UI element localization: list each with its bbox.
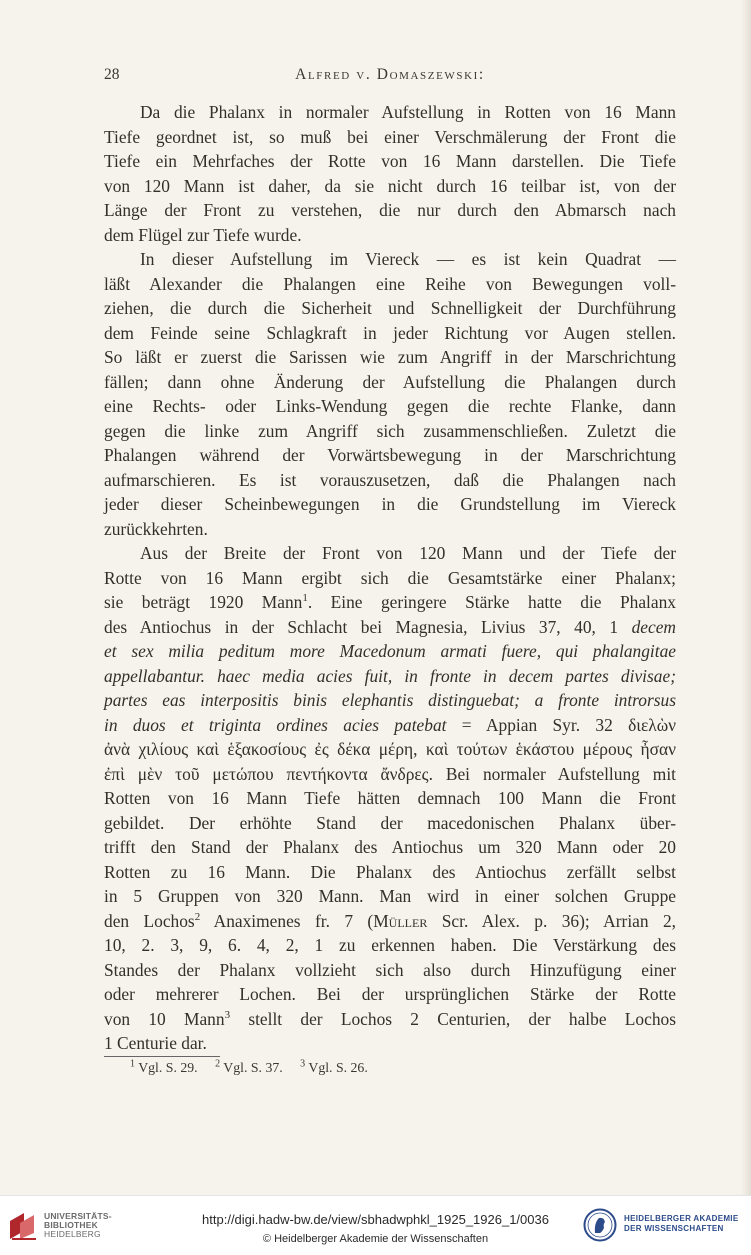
footnote-ref-3: 3 (224, 1008, 231, 1021)
text-run: = Appian Syr. 32 διελὼν (446, 714, 676, 735)
academy-label[interactable] (624, 1214, 738, 1234)
text-line: Rotten zu 16 Mann. Die Phalanx des Antiochus zerfällt selbst (104, 861, 676, 882)
text-line: Rotten von 16 Mann Tiefe hätten demnach 100 Mann die Front (104, 788, 676, 808)
author-name: Müller (373, 910, 428, 931)
page-number: 28 (104, 66, 120, 83)
text-line: von 120 Mann ist daher, da sie nicht durch 16 teilbar ist, von der (104, 175, 676, 196)
text-line: So läßt er zuerst die Sarissen wie zum Angriff in der Marschrichtung (104, 347, 676, 367)
text-line: läßt Alexander die Phalangen eine Reihe von Bewegungen voll- (104, 273, 676, 294)
text-line: aufmarschieren. Es ist vorauszusetzen, daß die Phalangen nach (104, 469, 676, 490)
footnote-text: Vgl. S. 37. (220, 1060, 283, 1075)
latin-quote-line: partes eas interpositis binis elephantis distinguebat; a fronte introrsus (104, 690, 676, 710)
text-line: gebildet. Der erhöhte Stand der macedonischen Phalanx über- (104, 812, 676, 833)
footnotes (130, 1060, 382, 1076)
page-gutter-shadow (741, 0, 751, 1195)
body-text (104, 100, 676, 1056)
text-line: in 5 Gruppen von 320 Mann. Man wird in einer solchen Gruppe (104, 886, 676, 906)
paragraph-3 (104, 541, 676, 1056)
text-line (104, 1007, 676, 1032)
footnote-mark: 2 (215, 1058, 221, 1070)
text-run: Anaximenes fr. 7 ( (200, 910, 374, 931)
text-run: . Eine geringere Stärke hatte die Phalanx (307, 592, 676, 612)
text-run: stellt der Lochos 2 Centurien, der halbe Lochos (230, 1008, 676, 1029)
logo-line: HEIDELBERGER AKADEMIE (624, 1214, 739, 1223)
footnote-mark: 3 (300, 1058, 306, 1070)
greek-quote-line: ἀνὰ χιλίους καὶ ἑξακοσίους ἐς δέκα μέρη, καὶ τούτων ἑκάστου μέρους ἦσαν (104, 739, 676, 759)
text-line: zurückkehrten. (104, 518, 208, 539)
footnote-text: Vgl. S. 29. (135, 1060, 198, 1075)
text-line: dem Flügel zur Tiefe wurde. (104, 224, 302, 245)
footnote-ref-2: 2 (194, 910, 201, 923)
latin-quote: decem (631, 616, 676, 637)
text-run: Scr. Alex. p. 36); Arrian 2, (427, 910, 676, 931)
footnote-1 (130, 1060, 198, 1075)
text-line: trifft den Stand der Phalanx des Antiochus um 320 Mann oder 20 (104, 837, 676, 857)
text-line: dem Feinde seine Schlagkraft in jeder Richtung vor Augen stellen. (104, 322, 676, 343)
text-run: von 10 Mann (104, 1008, 225, 1029)
paragraph-2 (104, 247, 676, 541)
viewer-footer-bar (0, 1195, 751, 1255)
text-line: oder mehrerer Lochen. Bei der ursprünglichen Stärke der Rotte (104, 984, 676, 1004)
text-line (104, 713, 676, 738)
text-line: Länge der Front zu verstehen, die nur durch den Abmarsch nach (104, 200, 676, 220)
text-line: Da die Phalanx in normaler Aufstellung in Rotten von 16 Mann (140, 102, 676, 122)
latin-quote-line: appellabantur. haec media acies fuit, in fronte in decem partes divisae; (104, 665, 676, 686)
text-line: jeder dieser Scheinbewegungen in die Grundstellung im Viereck (104, 494, 676, 514)
logo-line: HEIDELBERG (44, 1229, 101, 1239)
text-line (104, 590, 676, 615)
text-line: Tiefe ein Mehrfaches der Rotte von 16 Mann darstellen. Die Tiefe (104, 151, 676, 171)
logo-line: UNIVERSITÄTS- (44, 1211, 112, 1221)
paragraph-1 (104, 100, 676, 247)
text-line: Aus der Breite der Front von 120 Mann und der Tiefe der (140, 543, 676, 563)
logo-line: DER WISSENSCHAFTEN (624, 1224, 724, 1233)
text-line: 1 Centurie dar. (104, 1033, 207, 1053)
text-line: Phalangen während der Vorwärtsbewegung in der Marschrichtung (104, 445, 676, 465)
running-title: Alfred v. Domaszewski: (295, 66, 485, 83)
text-line (104, 615, 676, 640)
footnote-2 (215, 1060, 283, 1075)
permalink-url[interactable]: http://digi.hadw-bw.de/view/sbhadwphkl_1925_1926_1/0036 (202, 1212, 549, 1227)
text-line: gegen die linke zum Angriff sich zusammenschließen. Zuletzt die (104, 420, 676, 441)
text-line: Standes der Phalanx vollzieht sich also durch Hinzufügung einer (104, 959, 676, 980)
text-line: fällen; dann ohne Änderung der Aufstellung die Phalangen durch (104, 371, 676, 392)
footnote-mark: 1 (130, 1058, 135, 1070)
text-line: Rotte von 16 Mann ergibt sich die Gesamtstärke einer Phalanx; (104, 567, 676, 588)
text-line: eine Rechts- oder Links-Wendung gegen die rechte Flanke, dann (104, 396, 676, 416)
text-run: des Antiochus in der Schlacht bei Magnesia, Livius 37, 40, 1 (104, 616, 632, 637)
footnote-text: Vgl. S. 26. (305, 1060, 368, 1075)
text-line (104, 909, 676, 934)
text-line: 10, 2. 3, 9, 6. 4, 2, 1 zu erkennen haben. Die Verstärkung des (104, 935, 676, 955)
footnote-3 (300, 1060, 368, 1075)
text-line: ἐπὶ μὲν τοῦ μετώπου πεντήκοντα ἄνδρες. Bei normaler Aufstellung mit (104, 763, 676, 784)
text-run: sie beträgt 1920 Mann (104, 592, 303, 612)
text-run: den Lochos (104, 910, 195, 931)
page-header (104, 66, 676, 88)
text-line: ziehen, die durch die Sicherheit und Schnelligkeit der Durchführung (104, 298, 676, 318)
text-line: Tiefe geordnet ist, so muß bei einer Verschmälerung der Front die (104, 126, 676, 147)
latin-quote: in duos et triginta ordines acies patebat (104, 714, 447, 735)
footnote-ref-1: 1 (302, 592, 308, 605)
academy-seal-icon[interactable] (583, 1208, 617, 1242)
footnote-rule (104, 1056, 220, 1057)
logo-line: BIBLIOTHEK (44, 1220, 98, 1230)
text-line: In dieser Aufstellung im Viereck — es ist kein Quadrat — (140, 249, 676, 269)
latin-quote-line: et sex milia peditum more Macedonum armati fuere, qui phalangitae (104, 641, 676, 661)
copyright-notice: © Heidelberger Akademie der Wissenschaften (262, 1233, 489, 1245)
